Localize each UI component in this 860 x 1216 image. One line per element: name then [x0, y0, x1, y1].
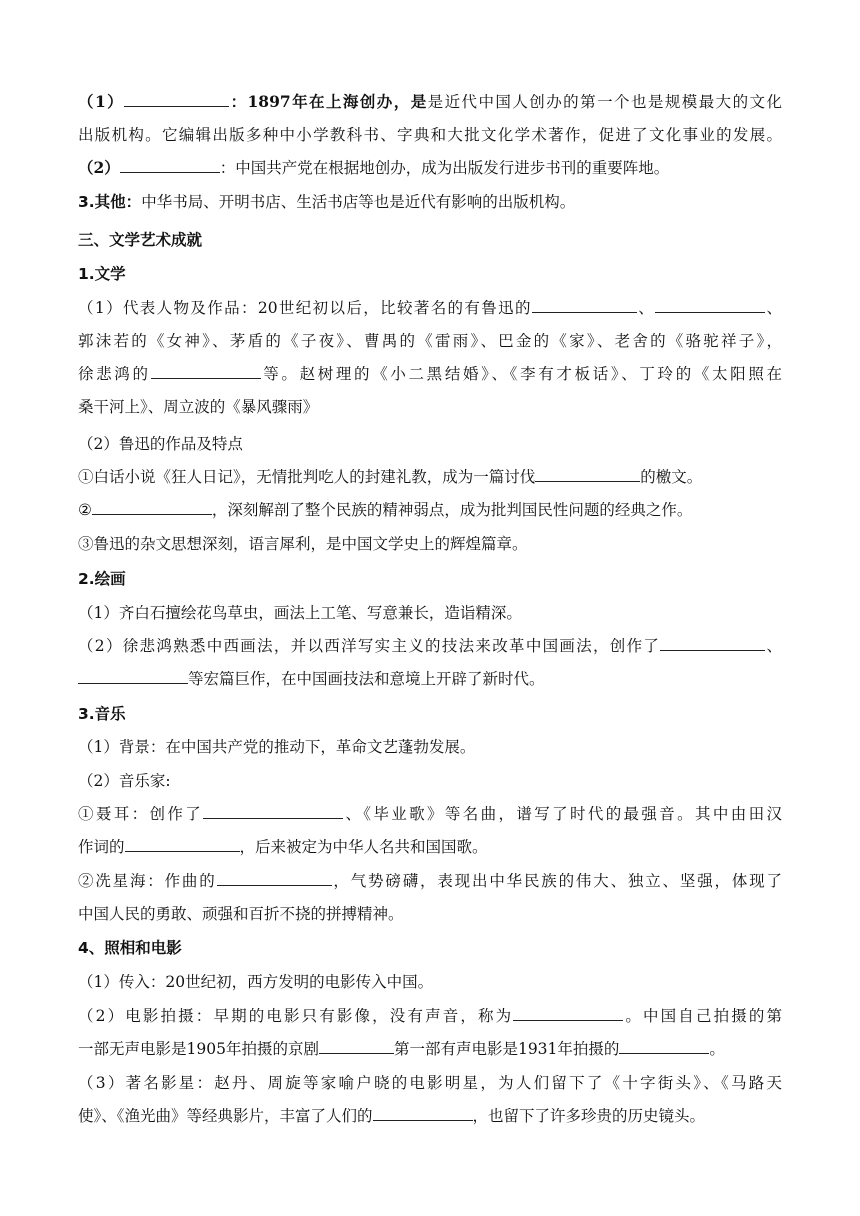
- subsection-title-literature: 1.文学: [78, 265, 126, 283]
- fill-blank[interactable]: [319, 1039, 394, 1054]
- text: 、: [636, 299, 656, 317]
- fill-blank[interactable]: [513, 1006, 623, 1021]
- item-text: 出版机构。它编辑出版多种中小学教科书、字典和大批文化学术著作，促进了文化事业的发展。: [78, 126, 782, 144]
- painting-p2-line1: [78, 634, 782, 658]
- text: ①聂耳：创作了: [78, 805, 204, 823]
- text: 、《毕业歌》等名曲，谱写了时代的最强音。其中由田汉: [343, 805, 782, 823]
- literature-p2-item1: [78, 465, 782, 489]
- film-p2-line1: [78, 1004, 782, 1028]
- text: ，也留下了许多珍贵的历史镜头。: [472, 1107, 706, 1125]
- film-p3-line2: [78, 1104, 782, 1128]
- item-label: 3.其他：: [78, 193, 142, 211]
- text: ，气势磅礴，表现出中华民族的伟大、独立、坚强，体现了: [331, 872, 782, 890]
- fill-blank[interactable]: [535, 467, 640, 482]
- item-text: 中华书局、开明书店、生活书店等也是近代有影响的出版机构。: [141, 193, 576, 211]
- fill-blank[interactable]: [532, 298, 637, 313]
- item-number: （2）: [78, 158, 120, 177]
- subsection-title-music: 3.音乐: [78, 705, 126, 723]
- music-p4-line2: 中国人民的勇敢、顽强和百折不挠的拼搏精神。: [78, 905, 404, 923]
- literature-p2-item2: [78, 498, 782, 522]
- text: ①白话小说《狂人日记》，无情批判吃人的封建礼教，成为一篇讨伐: [78, 468, 536, 486]
- painting-p1: （1）齐白石擅绘花鸟草虫，画法上工笔、写意兼长，造诣精深。: [78, 604, 522, 622]
- subsection-title-film: 4、照相和电影: [78, 939, 182, 957]
- subsection-title-painting: 2.绘画: [78, 570, 126, 588]
- text: ，深刻解剖了整个民族的精神弱点，成为批判国民性问题的经典之作。: [211, 501, 693, 519]
- publishing-item-1: [78, 90, 782, 114]
- text: 作词的: [78, 838, 125, 856]
- literature-p1-line2: [78, 329, 782, 353]
- music-p2: （2）音乐家:: [78, 772, 171, 790]
- item-text: ：中国共产党在根据地创办，成为出版发行进步书刊的重要阵地。: [219, 159, 670, 177]
- text: 郭沫若的《女神》、茅盾的《子夜》、曹禺的《雷雨》、巴金的《家》、老舍的《骆驼祥子》，: [78, 332, 782, 350]
- text: （2）徐悲鸿熟悉中西画法，并以西洋写实主义的技法来改革中国画法，创作了: [78, 637, 661, 655]
- music-p4-line1: [78, 869, 782, 893]
- text: 等宏篇巨作，在中国画技法和意境上开辟了新时代。: [188, 670, 545, 688]
- fill-blank[interactable]: [151, 364, 261, 379]
- text: 第一部有声电影是1931年拍摄的: [393, 1040, 620, 1058]
- text: 。: [709, 1040, 725, 1058]
- text: 的檄文。: [640, 468, 703, 486]
- publishing-item-1-cont: [78, 123, 782, 147]
- text: ②: [78, 501, 92, 519]
- section-title: 三、文学艺术成就: [78, 231, 203, 249]
- publishing-item-2: [78, 156, 782, 180]
- fill-blank[interactable]: [660, 636, 765, 651]
- music-p1: （1）背景：在中国共产党的推动下，革命文艺蓬勃发展。: [78, 738, 476, 756]
- fill-blank[interactable]: [217, 871, 332, 886]
- text: 徐悲鸿的: [78, 365, 151, 383]
- fill-blank[interactable]: [125, 837, 240, 852]
- text: （3）著名影星：赵丹、周旋等家喻户晓的电影明星，为人们留下了《十字街头》、《马路天: [78, 1074, 782, 1092]
- painting-p2-line2: [78, 667, 782, 691]
- item-text: 是近代中国人创办的第一个也是规模最大的文化: [427, 93, 782, 111]
- music-p3-line1: [78, 802, 782, 826]
- literature-p1-line4: 桑干河上》、周立波的《暴风骤雨》: [78, 398, 319, 416]
- music-p3-line2: [78, 835, 782, 859]
- literature-p2-title: （2）鲁迅的作品及特点: [78, 435, 243, 453]
- item-number: （1）: [78, 92, 125, 111]
- text: （1）代表人物及作品：20世纪初以后，比较著名的有鲁迅的: [78, 299, 532, 317]
- text: 等。赵树理的《小二黑结婚》、《李有才板话》、丁玲的《太阳照在: [260, 365, 782, 383]
- fill-blank[interactable]: [655, 298, 765, 313]
- fill-blank[interactable]: [619, 1039, 709, 1054]
- fill-blank[interactable]: [78, 669, 188, 684]
- literature-p2-item3: ③鲁迅的杂文思想深刻，语言犀利，是中国文学史上的辉煌篇章。: [78, 535, 528, 553]
- fill-blank[interactable]: [120, 158, 220, 173]
- text: ②冼星海：作曲的: [78, 872, 217, 890]
- film-p3-line1: [78, 1071, 782, 1095]
- text: ，后来被定为中华人名共和国国歌。: [239, 838, 488, 856]
- text: （2）电影拍摄：早期的电影只有影像，没有声音，称为: [78, 1007, 514, 1025]
- film-p1: （1）传入：20世纪初，西方发明的电影传入中国。: [78, 973, 434, 991]
- fill-blank[interactable]: [373, 1106, 473, 1121]
- fill-blank[interactable]: [92, 500, 212, 515]
- text: 、: [765, 299, 782, 317]
- text: 、: [765, 637, 782, 655]
- text: 。中国自己拍摄的第: [623, 1007, 782, 1025]
- literature-p1-line1: [78, 296, 782, 320]
- publishing-item-3: [78, 190, 782, 214]
- item-bold-text: ：1897年在上海创办，是: [229, 92, 428, 111]
- literature-p1-line3: [78, 362, 782, 386]
- text: 使》、《渔光曲》等经典影片，丰富了人们的: [78, 1107, 373, 1125]
- text: 一部无声电影是1905年拍摄的京剧: [78, 1040, 319, 1058]
- fill-blank[interactable]: [124, 92, 229, 107]
- fill-blank[interactable]: [203, 804, 343, 819]
- film-p2-line2: [78, 1037, 782, 1061]
